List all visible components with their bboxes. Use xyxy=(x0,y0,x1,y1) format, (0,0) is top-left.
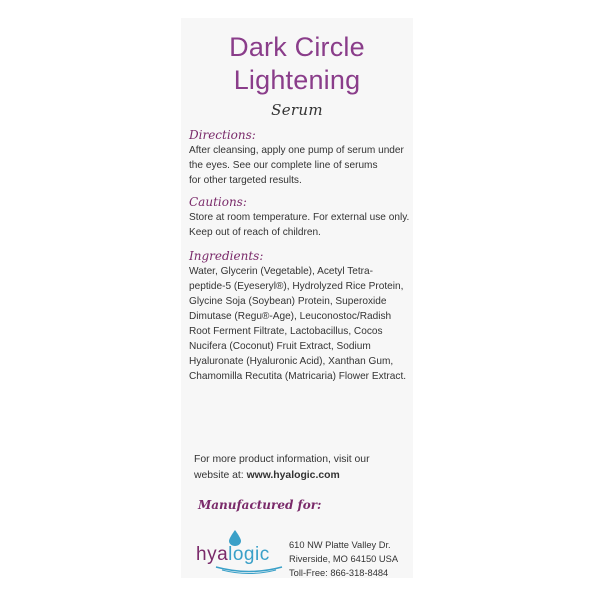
logo-text-part2: logic xyxy=(228,544,270,565)
ingredients-text xyxy=(189,264,411,384)
manufactured-for-heading: Manufactured for: xyxy=(198,498,322,512)
website-link[interactable]: www.hyalogic.com xyxy=(246,470,340,481)
ingredients-line: Water, Glycerin (Vegetable), Acetyl Tetra- xyxy=(189,266,374,277)
directions-text xyxy=(189,143,411,188)
info-website-line xyxy=(194,468,409,484)
directions-line: After cleansing, apply one pump of serum under xyxy=(189,145,404,156)
cautions-text xyxy=(189,210,411,240)
info-website-prefix: website at: xyxy=(194,470,247,481)
product-title-line2: Lightening xyxy=(233,65,361,95)
product-subtitle: Serum xyxy=(271,101,323,119)
logo-text-part1: hya xyxy=(196,544,229,565)
product-title-line1: Dark Circle xyxy=(229,32,365,62)
directions-line: for other targeted results. xyxy=(189,175,302,186)
address-line: Riverside, MO 64150 USA xyxy=(289,554,399,564)
cautions-line: Keep out of reach of children. xyxy=(189,227,321,238)
cautions-line: Store at room temperature. For external use only. xyxy=(189,212,410,223)
logo-swoosh-icon xyxy=(214,564,284,574)
ingredients-line: Nucifera (Coconut) Fruit Extract, Sodium xyxy=(189,341,371,352)
ingredients-line: Root Ferment Filtrate, Lactobacillus, Cocos xyxy=(189,326,383,337)
product-label-panel xyxy=(181,18,413,578)
product-info xyxy=(194,452,409,484)
ingredients-line: Hyaluronate (Hyaluronic Acid), Xanthan Gum, xyxy=(189,356,394,367)
ingredients-heading: Ingredients: xyxy=(189,249,264,263)
hyalogic-logo xyxy=(196,530,282,574)
logo-wordmark xyxy=(196,544,270,566)
ingredients-line: Glycine Soja (Soybean) Protein, Superoxide xyxy=(189,296,387,307)
manufacturer-address xyxy=(289,538,411,580)
ingredients-line: Chamomilla Recutita (Matricaria) Flower Extract. xyxy=(189,371,407,382)
ingredients-line: Dimutase (Regu®-Age), Leuconostoc/Radish xyxy=(189,311,392,322)
address-line: Toll-Free: 866-318-8484 xyxy=(289,568,389,578)
info-line: For more product information, visit our xyxy=(194,454,370,465)
directions-line: the eyes. See our complete line of serums xyxy=(189,160,378,171)
cautions-heading: Cautions: xyxy=(189,195,247,209)
address-line: 610 NW Platte Valley Dr. xyxy=(289,540,391,550)
directions-heading: Directions: xyxy=(189,128,256,142)
ingredients-line: peptide-5 (Eyeseryl®), Hydrolyzed Rice Protein, xyxy=(189,281,404,292)
